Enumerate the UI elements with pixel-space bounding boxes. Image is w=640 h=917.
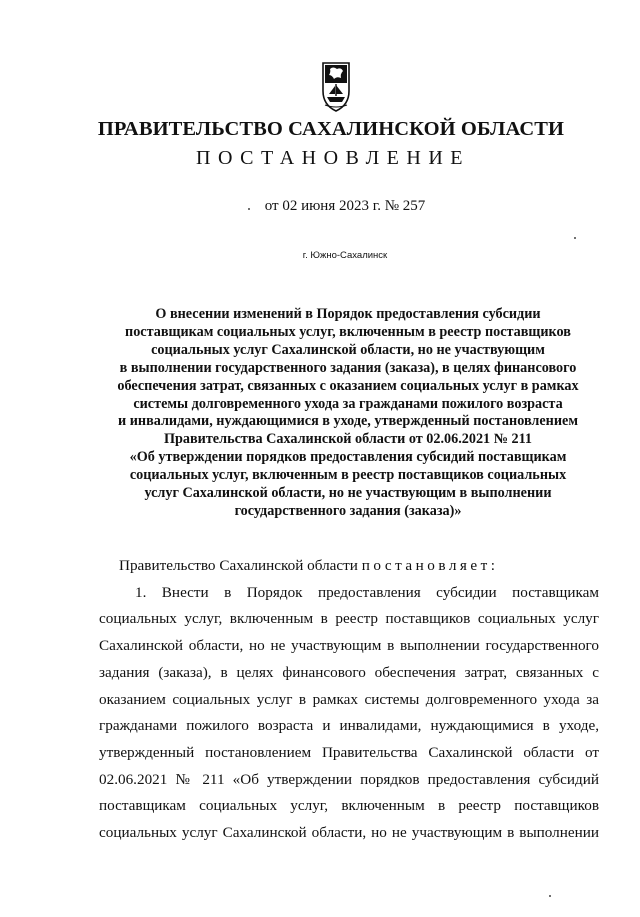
subject-line: системы долговременного ухода за гражданами пожилого возраста (133, 395, 563, 412)
paragraph-line: Сахалинской области, но не участвующим в выполнении государственного (99, 637, 599, 655)
paragraph-line: гражданами пожилого возраста и инвалидами, нуждающимися в уходе, (99, 717, 599, 735)
document-body (99, 553, 599, 847)
document-date-number: от 02 июня 2023 г. № 257 (264, 198, 426, 214)
subject-line: социальных услуг, включенным в реестр поставщиков социальных (129, 467, 567, 484)
coat-of-arms-icon (321, 61, 351, 113)
paragraph-line: оказанием социальных услуг в рамках системы долговременного ухода за (99, 690, 599, 708)
subject-line: в выполнении государственного задания (заказа), в целях финансового (119, 359, 577, 376)
subject-line: государственного задания (заказа)» (234, 502, 462, 519)
document-type: ПОСТАНОВЛЕНИЕ (196, 147, 470, 169)
subject-line: социальных услуг Сахалинской области, но не участвующим (151, 341, 545, 358)
paragraph-line: 02.06.2021 № 211 «Об утверждении порядков предоставления субсидий (99, 770, 599, 788)
subject-line: О внесении изменений в Порядок предоставления субсидии (155, 306, 541, 322)
document-place: г. Южно-Сахалинск (302, 250, 388, 261)
document-subject (96, 306, 600, 521)
subject-line: «Об утверждении порядков предоставления субсидий поставщикам (129, 449, 567, 466)
scan-speck (248, 208, 250, 210)
subject-line: и инвалидами, нуждающимися в уходе, утвержденный постановлением (118, 413, 578, 430)
intro-suffix: : (490, 557, 496, 574)
decree-intro (99, 553, 599, 580)
paragraph-line: социальных услуг, включенным в реестр поставщиков социальных услуг (99, 610, 599, 628)
intro-prefix: Правительство Сахалинской области (119, 557, 358, 574)
paragraph-line: утвержденный постановлением Правительства Сахалинской области от (99, 743, 599, 761)
subject-line: обеспечения затрат, связанных с оказанием социальных услуг в рамках (117, 377, 579, 394)
paragraph-line: 1. Внести в Порядок предоставления субсидии поставщикам (135, 583, 599, 601)
scan-speck (549, 895, 551, 897)
subject-line: услуг Сахалинской области, но не участвующим в выполнении (144, 485, 552, 502)
paragraph-line: задания (заказа), в целях финансового обеспечения затрат, связанных с (99, 663, 599, 681)
subject-line: Правительства Сахалинской области от 02.06.2021 № 211 (163, 431, 532, 448)
authority-title: ПРАВИТЕЛЬСТВО САХАЛИНСКОЙ ОБЛАСТИ (97, 118, 565, 140)
subject-line: поставщикам социальных услуг, включенным в реестр поставщиков (125, 323, 571, 340)
intro-keyword: постановляет (361, 557, 491, 574)
paragraph-line: поставщикам социальных услуг, включенным в реестр поставщиков (99, 797, 599, 815)
paragraph-line: социальных услуг Сахалинской области, но не участвующим в выполнении (99, 824, 599, 842)
scan-speck (574, 237, 576, 239)
